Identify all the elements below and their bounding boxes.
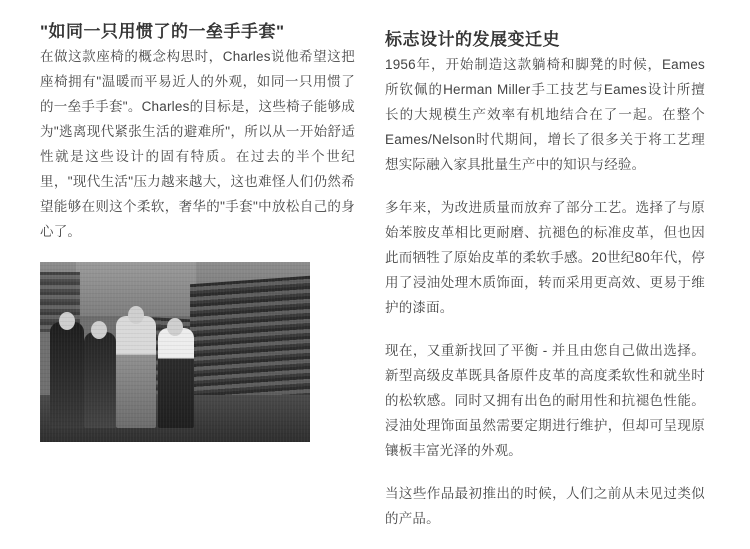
- photo-worker-4: [158, 328, 194, 428]
- photo-worker-2: [84, 332, 116, 428]
- left-column-paragraph-1: 在做这款座椅的概念构思时，Charles说他希望这把座椅拥有"温暖而平易近人的外观，如同一只用惯了的一垒手手套"。Charles的目标是，这些椅子能够成为"逃离现代紧张生活的避难所"，所以从一开始舒适性就是这些设计的固有特质。在过去的半个世纪里，"现代生活"压力越来越大，这也难怪人们仍然希望能够在则这个柔软，奢华的"手套"中放松自己的身心了。: [40, 49, 355, 239]
- factory-photo: [40, 262, 310, 442]
- photo-worker-3-head: [128, 306, 144, 324]
- left-column: [40, 0, 355, 442]
- right-column-paragraph-2: 多年来，为改进质量而放弃了部分工艺。选择了与原始苯胺皮革相比更耐磨、抗褪色的标准皮革，但也因此而牺牲了原始皮革的柔软手感。20世纪80年代，停用了浸油处理木质饰面，转而采用更高效、更易于维护的漆面。: [385, 200, 705, 315]
- photo-worker-3: [116, 316, 156, 428]
- photo-worker-1: [50, 322, 84, 428]
- left-column-heading: "如同一只用惯了的一垒手手套": [40, 22, 285, 41]
- right-column-paragraph-3: 现在，又重新找回了平衡 - 并且由您自己做出选择。新型高级皮革既具备原件皮革的高度柔软性和就坐时的松软感。同时又拥有出色的耐用性和抗褪色性能。 浸油处理饰面虽然需要定期进行维护，但却可呈现原镶板丰富光泽的外观。: [385, 343, 705, 458]
- right-column-paragraph-4: 当这些作品最初推出的时候，人们之前从未见过类似的产品。: [385, 486, 705, 526]
- right-column-heading: 标志设计的发展变迁史: [385, 30, 560, 49]
- right-column: [385, 0, 705, 549]
- photo-worker-4-head: [167, 318, 183, 336]
- photo-worker-2-head: [91, 321, 107, 339]
- right-column-paragraph-1: 1956年，开始制造这款躺椅和脚凳的时候，Eames所钦佩的Herman Miller手工技艺与Eames设计所擅长的大规模生产效率有机地结合在了一起。在整个Eames/Nelson时代期间，增长了很多关于将工艺理想实际融入家具批量生产中的知识与经验。: [385, 57, 705, 172]
- photo-worker-1-head: [59, 312, 75, 330]
